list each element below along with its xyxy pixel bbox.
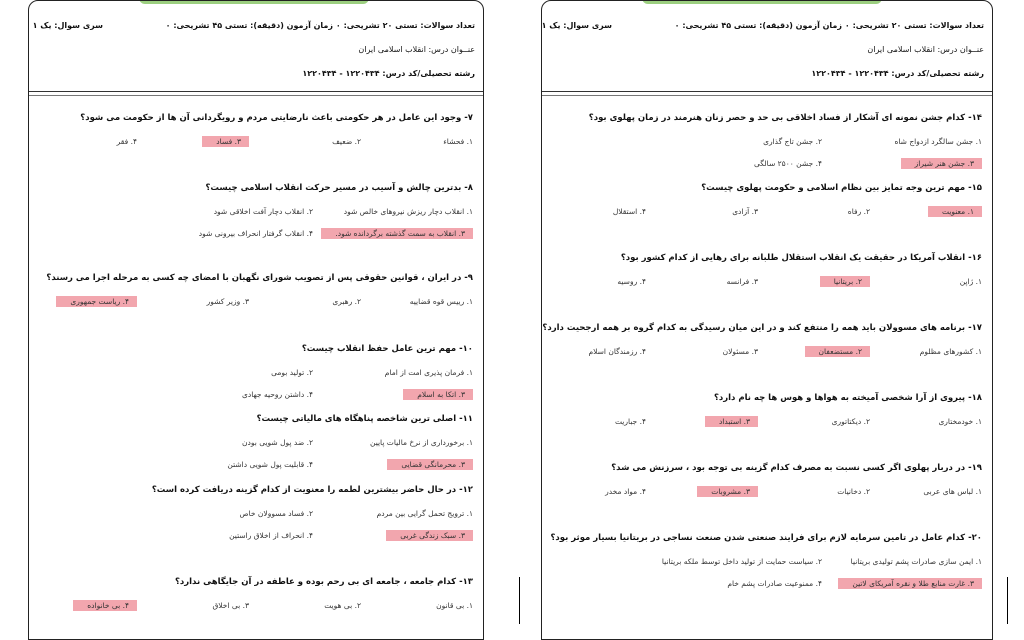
highlighted-answer-option[interactable] bbox=[648, 417, 758, 426]
question-count: تعداد سوالات: تستی ۲۰ تشریحی: ۰ bbox=[844, 21, 984, 30]
option-label: ۴. جباریت bbox=[614, 417, 646, 426]
answer-option[interactable] bbox=[313, 509, 473, 518]
question-text: ۱۶- انقلاب آمریکا در حقیقت یک انقلاب استقلال طلبانه برای رهایی از کدام کشور بود؟ bbox=[620, 253, 982, 263]
header-divider bbox=[542, 91, 992, 92]
option-label: ۴. ممنوعیت صادرات پشم خام bbox=[727, 579, 822, 588]
option-label: ۴. روسیه bbox=[617, 277, 646, 286]
option-label: ۲. مستضعفان bbox=[805, 346, 870, 357]
option-label: ۴. انقلاب گرفتار انحراف بیرونی شود bbox=[198, 229, 313, 238]
option-label: ۲. سیاست حمایت از تولید داخل توسط ملکه بریتانیا bbox=[661, 557, 822, 566]
option-label: ۴. قابلیت پول شویی داشتن bbox=[227, 460, 313, 469]
option-label: ۲. ضعیف bbox=[332, 137, 361, 146]
option-label: ۳. آزادی bbox=[732, 207, 758, 216]
exam-time: زمان آزمون (دقیقه): تستی ۴۵ تشریحی: ۰ bbox=[165, 21, 333, 30]
highlighted-answer-option[interactable] bbox=[648, 487, 758, 496]
answer-option[interactable] bbox=[760, 207, 870, 216]
answer-option[interactable] bbox=[251, 137, 361, 146]
header-divider bbox=[29, 91, 483, 92]
option-label: ۳. بی اخلاق bbox=[212, 601, 249, 610]
question-text: ۱۹- در دربار پهلوی اگر کسی نسبت به مصرف کدام گزینه بی توجه بود ، سرزنش می شد؟ bbox=[611, 463, 982, 473]
answer-option[interactable] bbox=[153, 207, 313, 216]
answer-option[interactable] bbox=[541, 347, 646, 356]
answer-option[interactable] bbox=[139, 297, 249, 306]
answer-option[interactable] bbox=[648, 347, 758, 356]
option-label: ۳. استبداد bbox=[705, 416, 758, 427]
answer-option[interactable] bbox=[662, 557, 822, 566]
option-label: ۱. فرمان پذیری امت از امام bbox=[384, 368, 473, 377]
exam-page-right bbox=[541, 0, 993, 640]
question-text: ۱۵- مهم ترین وجه تمایز بین نظام اسلامی و حکومت پهلوی چیست؟ bbox=[701, 183, 982, 193]
field-code: رشته تحصیلی/کد درس: ۱۲۲۰۴۳۴ - ۱۲۲۰۴۳۴ bbox=[811, 69, 984, 78]
question-text: ۱۱- اصلی ترین شاخصه پناهگاه های مالیاتی چیست؟ bbox=[256, 414, 473, 424]
question-text: ۲۰- کدام عامل در تامین سرمایه لازم برای فرایند صنعتی شدن صنعت نساجی در بریتانیا بسیار موثر بود؟ bbox=[550, 533, 982, 543]
option-label: ۲. فساد مسوولان خاص bbox=[239, 509, 313, 518]
answer-option[interactable] bbox=[313, 368, 473, 377]
answer-option[interactable] bbox=[662, 579, 822, 588]
answer-option[interactable] bbox=[251, 601, 361, 610]
question-text: ۱۸- پیروی از آرا شخصی آمیخته به هواها و هوس ها چه نام دارد؟ bbox=[713, 393, 982, 403]
answer-option[interactable] bbox=[662, 137, 822, 146]
highlighted-answer-option[interactable] bbox=[313, 390, 473, 399]
option-label: ۱. جشن سالگرد ازدواج شاه bbox=[894, 137, 982, 146]
question-text: ۹- در ایران ، قوانین حقوقی پس از تصویب شورای نگهبان با امضای چه کسی به مرحله اجرا می رسند؟ bbox=[46, 273, 473, 283]
answer-option[interactable] bbox=[648, 207, 758, 216]
option-label: ۳. انقلاب به سمت گذشته برگردانده شود. bbox=[321, 228, 473, 239]
answer-option[interactable] bbox=[313, 207, 473, 216]
option-label: ۴. مواد مخدر bbox=[605, 487, 646, 496]
question-text: ۱۷- برنامه های مسوولان باید همه را منتفع کند و در این میان رسیدگی به کدام گروه بر همه ارجحیت دارد؟ bbox=[542, 323, 982, 333]
question-text: ۸- بدترین چالش و آسیب در مسیر حرکت انقلاب اسلامی چیست؟ bbox=[205, 183, 473, 193]
option-label: ۳. فساد bbox=[202, 136, 249, 147]
option-label: ۳. فرانسه bbox=[726, 277, 758, 286]
answer-option[interactable] bbox=[872, 417, 982, 426]
question-series: سری سوال: یک ۱ bbox=[541, 21, 612, 30]
answer-option[interactable] bbox=[28, 137, 137, 146]
exam-header bbox=[29, 1, 483, 89]
course-title: عنــوان درس: انقلاب اسلامی ایران bbox=[867, 45, 984, 54]
option-label: ۴. بی خانواده bbox=[73, 600, 137, 611]
option-label: ۱. انقلاب دچار ریزش نیروهای خالص شود bbox=[343, 207, 473, 216]
option-label: ۳. غارت منابع طلا و نقره آمریکای لاتین bbox=[838, 578, 982, 589]
option-label: ۲. بریتانیا bbox=[820, 276, 870, 287]
option-label: ۲. دخانیات bbox=[837, 487, 870, 496]
option-label: ۱. برخورداری از نرخ مالیات پایین bbox=[369, 438, 473, 447]
answer-option[interactable] bbox=[822, 557, 982, 566]
answer-option[interactable] bbox=[541, 207, 646, 216]
option-label: ۴. جشن ۲۵۰۰ سالگی bbox=[754, 159, 822, 168]
question-text: ۱۳- کدام جامعه ، جامعه ای بی رحم بوده و عاطفه در آن جایگاهی ندارد؟ bbox=[174, 577, 473, 587]
exam-header bbox=[542, 1, 992, 89]
answer-option[interactable] bbox=[153, 531, 313, 540]
exam-page-left bbox=[28, 0, 484, 640]
option-label: ۱. لباس های عربی bbox=[923, 487, 982, 496]
answer-option[interactable] bbox=[760, 487, 870, 496]
option-label: ۲. تولید بومی bbox=[271, 368, 313, 377]
answer-option[interactable] bbox=[662, 159, 822, 168]
highlighted-answer-option[interactable] bbox=[822, 159, 982, 168]
option-label: ۲. بی هویت bbox=[324, 601, 361, 610]
option-label: ۴. انحراف از اخلاق راستین bbox=[229, 531, 313, 540]
answer-option[interactable] bbox=[822, 137, 982, 146]
option-label: ۱. بی قانون bbox=[436, 601, 473, 610]
highlighted-answer-option[interactable] bbox=[28, 297, 137, 306]
option-label: ۲. دیکتاتوری bbox=[831, 417, 870, 426]
answer-option[interactable] bbox=[541, 277, 646, 286]
answer-option[interactable] bbox=[363, 601, 473, 610]
highlighted-answer-option[interactable] bbox=[313, 229, 473, 238]
highlighted-answer-option[interactable] bbox=[822, 579, 982, 588]
option-label: ۱. معنویت bbox=[928, 206, 982, 217]
answer-option[interactable] bbox=[153, 438, 313, 447]
question-series: سری سوال: یک ۱ bbox=[32, 21, 103, 30]
option-label: ۱. ترویج تحمل گرایی بین مردم bbox=[376, 509, 473, 518]
answer-option[interactable] bbox=[139, 601, 249, 610]
answer-option[interactable] bbox=[313, 438, 473, 447]
question-text: ۱۲- در حال حاضر بیشترین لطمه را معنویت از کدام گزینه دریافت کرده است؟ bbox=[151, 485, 473, 495]
highlighted-answer-option[interactable] bbox=[760, 277, 870, 286]
answer-option[interactable] bbox=[872, 347, 982, 356]
option-label: ۱. رییس قوه قضاییه bbox=[409, 297, 473, 306]
option-label: ۴. رزمندگان اسلام bbox=[588, 347, 646, 356]
question-text: ۷- وجود این عامل در هر حکومتی باعث نارضایتی مردم و رویگردانی آن ها از حکومت می شود؟ bbox=[80, 113, 473, 123]
answer-option[interactable] bbox=[363, 297, 473, 306]
option-label: ۱. کشورهای مظلوم bbox=[919, 347, 982, 356]
option-label: ۴. فقر bbox=[116, 137, 137, 146]
highlighted-answer-option[interactable] bbox=[872, 207, 982, 216]
option-label: ۴. ریاست جمهوری bbox=[56, 296, 137, 307]
option-label: ۲. رهبری bbox=[332, 297, 361, 306]
header-divider-secondary bbox=[542, 95, 992, 96]
option-label: ۲. ضد پول شویی بودن bbox=[242, 438, 313, 447]
highlighted-answer-option[interactable] bbox=[313, 460, 473, 469]
answer-option[interactable] bbox=[872, 277, 982, 286]
option-label: ۱. خودمختاری bbox=[938, 417, 982, 426]
option-label: ۲. انقلاب دچار آفت اخلاقی شود bbox=[213, 207, 313, 216]
question-text: ۱۰- مهم ترین عامل حفظ انقلاب چیست؟ bbox=[301, 344, 473, 354]
answer-option[interactable] bbox=[153, 368, 313, 377]
highlighted-answer-option[interactable] bbox=[760, 347, 870, 356]
question-count: تعداد سوالات: تستی ۲۰ تشریحی: ۰ bbox=[335, 21, 475, 30]
option-label: ۳. سبک زندگی غربی bbox=[386, 530, 473, 541]
option-label: ۳. وزیر کشور bbox=[206, 297, 249, 306]
course-title: عنــوان درس: انقلاب اسلامی ایران bbox=[358, 45, 475, 54]
answer-option[interactable] bbox=[363, 137, 473, 146]
scan-edge-line bbox=[519, 577, 520, 624]
answer-option[interactable] bbox=[760, 417, 870, 426]
option-label: ۳. اتکا به اسلام bbox=[403, 389, 473, 400]
answer-option[interactable] bbox=[153, 460, 313, 469]
answer-option[interactable] bbox=[541, 487, 646, 496]
option-label: ۳. جشن هنر شیراز bbox=[901, 158, 982, 169]
exam-time: زمان آزمون (دقیقه): تستی ۴۵ تشریحی: ۰ bbox=[674, 21, 842, 30]
question-text: ۱۴- کدام جشن نمونه ای آشکار از فساد اخلاقی بی حد و حصر زنان هنرمند در زمان پهلوی بود؟ bbox=[588, 113, 982, 123]
option-label: ۲. جشن تاج گذاری bbox=[763, 137, 822, 146]
option-label: ۱. ایمن سازی صادرات پشم تولیدی بریتانیا bbox=[850, 557, 982, 566]
option-label: ۳. مسئولان bbox=[722, 347, 758, 356]
option-label: ۴. استقلال bbox=[612, 207, 646, 216]
answer-option[interactable] bbox=[153, 229, 313, 238]
option-label: ۳. مشروبات bbox=[697, 486, 758, 497]
option-label: ۱. فحشاء bbox=[443, 137, 473, 146]
header-divider-secondary bbox=[29, 95, 483, 96]
highlighted-answer-option[interactable] bbox=[28, 601, 137, 610]
option-label: ۴. داشتن روحیه جهادی bbox=[241, 390, 313, 399]
option-label: ۳. محرمانگی قضایی bbox=[387, 459, 473, 470]
highlighted-answer-option[interactable] bbox=[313, 531, 473, 540]
answer-option[interactable] bbox=[153, 390, 313, 399]
field-code: رشته تحصیلی/کد درس: ۱۲۲۰۴۳۴ - ۱۲۲۰۴۳۴ bbox=[302, 69, 475, 78]
answer-option[interactable] bbox=[648, 277, 758, 286]
option-label: ۲. رفاه bbox=[847, 207, 870, 216]
scan-edge-line bbox=[1007, 577, 1008, 624]
highlighted-answer-option[interactable] bbox=[139, 137, 249, 146]
answer-option[interactable] bbox=[153, 509, 313, 518]
option-label: ۱. ژاپن bbox=[959, 277, 982, 286]
answer-option[interactable] bbox=[541, 417, 646, 426]
answer-option[interactable] bbox=[872, 487, 982, 496]
answer-option[interactable] bbox=[251, 297, 361, 306]
